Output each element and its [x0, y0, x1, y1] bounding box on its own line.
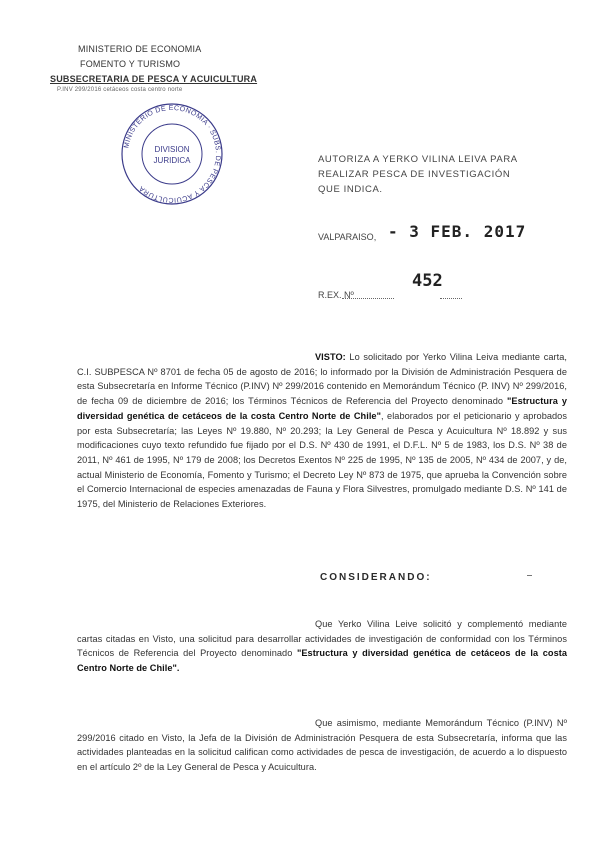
resolution-number: 452: [412, 271, 443, 291]
date-place: VALPARAISO,: [318, 232, 377, 242]
division-juridica-stamp: [118, 100, 226, 208]
considerando-paragraph-1: [77, 617, 567, 676]
considerando-heading: CONSIDERANDO:: [320, 572, 432, 583]
stamp-outer-ring: [122, 104, 222, 204]
visto-text-b: , elaborados por el peticionario y aprobados por esta Subsecretaría; las Leyes Nº 19.880, Nº 20.293; la Ley General de Pesca y Acuicultura Nº 18.892 y sus modificaciones cuyo texto refundido fue fijado por el D.S. Nº 430 de 1991, el D.F.L. Nº 5 de 1983, los D.S. Nº 38 de 2011, Nº 461 de 1995, Nº 179 de 2008; los Decretos Exentos Nº 225 de 1995, Nº 135 de 2005, Nº 434 de 2007, y de, actual Ministerio de Economía, Fomento y Turismo; el Decreto Ley Nº 873 de 1975, que aprueba la Convención sobre el Comercio Internacional de especies amenazadas de Fauna y Flora Silvestres, promulgado mediante D.S. Nº 141 de 1975, del Ministerio de Relaciones Exteriores.: [77, 410, 567, 510]
visto-project-title: "Estructura y diversidad genética de cetáceos de la costa Centro Norte de Chile": [77, 396, 567, 421]
considerando-p1-project: "Estructura y diversidad genética de cetáceos de la costa Centro Norte de Chile".: [77, 648, 568, 674]
considerando-p1-text: Que Yerko Vilina Leive solicitó y complementó mediante cartas citadas en Visto, una solicitud para desarrollar actividades de investigación de conformidad con los Términos Técnicos de Referencia del Proyecto denominado: [77, 619, 567, 659]
resolution-subject: AUTORIZA A YERKO VILINA LEIVA PARA REALIZAR PESCA DE INVESTIGACIÓN QUE INDICA.: [318, 154, 518, 195]
ministry-subtitle: FOMENTO Y TURISMO: [80, 59, 181, 69]
date-stamp: - 3 FEB. 2017: [388, 222, 527, 241]
resolution-label: R.EX. Nº: [318, 290, 354, 300]
heading-tick-mark: [527, 575, 532, 576]
stamp-inner-ring: [142, 124, 202, 184]
resolution-number-line-right: [440, 298, 462, 299]
ministry-name: MINISTERIO DE ECONOMIA: [78, 44, 202, 54]
considerando-paragraph-2: Que asimismo, mediante Memorándum Técnico (P.INV) Nº 299/2016 citado en Visto, la Jefa de la División de Administración Pesquera de esta Subsecretaría, informa que las actividades planteadas en la solicitud califican como actividades de pesca de investigación, de acuerdo a lo dispuesto en el artículo 2º de la Ley General de Pesca y Acuicultura.: [77, 718, 567, 773]
stamp-arc-text: MINISTERIO DE ECONOMIA · SUBS. DE PESCA Y ACUICULTURA: [123, 104, 222, 204]
visto-text-a: Lo solicitado por Yerko Vilina Leiva mediante carta, C.I. SUBPESCA Nº 8701 de fecha 05 de agosto de 2016; lo informado por la División de Administración Pesquera de esta Subsecretaría en Informe Técnico (P.INV) Nº 299/2016 contenido en Memorándum Técnico (P. INV) Nº 299/2016, de fecha 09 de diciembre de 2016; los Términos Técnicos de Referencia del Proyecto denominado: [77, 352, 567, 407]
resolution-number-line: [342, 298, 394, 299]
stamp-center-line1: DIVISION: [154, 145, 190, 154]
file-reference: P.INV 299/2016 cetáceos costa centro norte: [57, 87, 183, 93]
stamp-center-line2: JURIDICA: [153, 156, 191, 165]
visto-label: VISTO:: [315, 352, 346, 362]
visto-paragraph: [77, 350, 567, 512]
subsecretariat-name: SUBSECRETARIA DE PESCA Y ACUICULTURA: [50, 74, 258, 84]
